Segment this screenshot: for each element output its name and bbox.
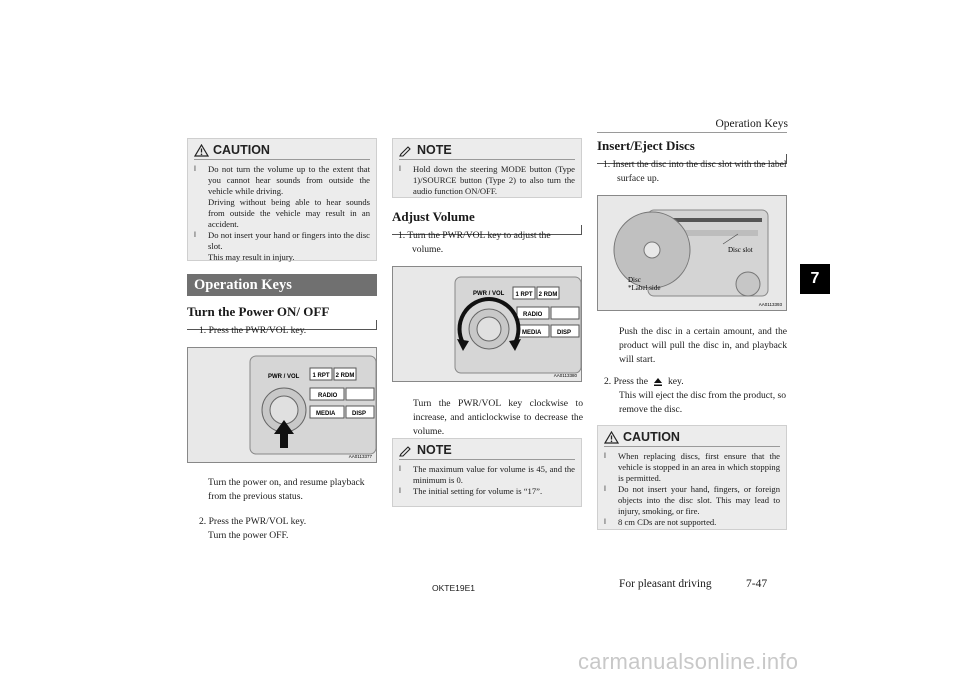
heading-rule-tick: [376, 320, 377, 330]
caution-title: CAUTION: [623, 430, 680, 444]
disp-button-label: DISP: [557, 330, 572, 336]
pwr-vol-label: PWR / VOL: [473, 291, 505, 297]
rpt-button-label: 1 RPT: [515, 292, 533, 298]
power-figure: [187, 347, 377, 463]
radio-panel-illustration: [188, 348, 376, 462]
rpt-button-label: 1 RPT: [312, 373, 330, 379]
bullet-icon: l: [194, 231, 196, 239]
caution-item: l Do not turn the volume up to the extent that you cannot hear sounds from outside the vehicle while driving. Driving without being able to hear sounds from outside the vehicle may result in an accident.: [194, 164, 370, 229]
page-number: 7-47: [746, 578, 768, 590]
caution-item: l Do not insert your hand, fingers, or foreign objects into the disc slot. This may lead to injury, smoking, or fire.: [604, 484, 780, 516]
footer-code: OKTE19E1: [432, 583, 475, 593]
note-header: [393, 139, 581, 159]
disc-step-1: 1. Insert the disc into the disc slot with the label surface up.: [603, 159, 787, 184]
disc-slot-illustration: [598, 196, 786, 310]
caution-item: l When replacing discs, first ensure that the vehicle is stopped in an area in which stopping is permitted.: [604, 451, 780, 483]
figure-code: AA0113380: [553, 373, 577, 378]
label-side-label: *Label side: [628, 284, 661, 292]
disc-heading: Insert/Eject Discs: [597, 138, 695, 153]
volume-step-1: 1. Turn the PWR/VOL key to adjust the volume.: [398, 230, 551, 255]
power-step-1: 1. Press the PWR/VOL key.: [199, 325, 307, 336]
rdm-button-label: 2 RDM: [538, 292, 558, 298]
header-rule: [597, 132, 787, 133]
bullet-icon: l: [399, 487, 401, 495]
note-pencil-icon: [399, 444, 413, 457]
figure-code: AA0113393: [758, 302, 782, 307]
disc-paragraph: Push the disc in a certain amount, and the product will pull the disc in, and playback will start.: [619, 326, 787, 365]
volume-figure: [392, 266, 582, 382]
bullet-icon: l: [194, 165, 196, 173]
note-pencil-icon: [399, 144, 413, 157]
bullet-icon: l: [399, 465, 401, 473]
rdm-button-label: 2 RDM: [335, 373, 355, 379]
caution-header: [598, 426, 786, 446]
note-title: NOTE: [417, 143, 452, 157]
note-item: l The initial setting for volume is “17”.: [399, 486, 543, 496]
note-rule: [399, 459, 575, 460]
chapter-tab: 7: [800, 264, 830, 294]
radio-button-label: RADIO: [523, 312, 543, 318]
caution-item: l 8 cm CDs are not supported.: [604, 517, 717, 527]
caution-rule: [604, 446, 780, 447]
note-box-2: [392, 438, 582, 507]
disc-step-2-sub: This will eject the disc from the product, so remove the disc.: [619, 390, 787, 415]
running-header: Operation Keys: [715, 118, 788, 130]
volume-heading: Adjust Volume: [392, 209, 475, 224]
note-item: l The maximum value for volume is 45, and the minimum is 0.: [399, 464, 575, 485]
caution-box-1: [187, 138, 377, 261]
note-header: [393, 439, 581, 459]
disc-figure: [597, 195, 787, 311]
warning-icon: [604, 431, 619, 444]
radio-panel-illustration: [393, 267, 581, 381]
disp-button-label: DISP: [352, 411, 367, 417]
power-step-2-sub: Turn the power OFF.: [208, 530, 289, 541]
bullet-icon: l: [399, 165, 401, 173]
disc-label: Disc: [628, 276, 641, 284]
caution-rule: [194, 159, 370, 160]
bullet-icon: l: [604, 518, 606, 526]
power-step-2: 2. Press the PWR/VOL key.: [199, 516, 307, 527]
watermark-link[interactable]: carmanualsonline.info: [578, 649, 799, 674]
bullet-icon: l: [604, 485, 606, 493]
note-item: l Hold down the steering MODE button (Type 1)/SOURCE button (Type 2) to also turn the audio function ON/OFF.: [399, 164, 575, 196]
pwr-vol-label: PWR / VOL: [268, 374, 300, 380]
disc-step-2: 2. Press the key.: [604, 376, 684, 387]
note-rule: [399, 159, 575, 160]
radio-button-label: RADIO: [318, 393, 338, 399]
eject-icon: [653, 377, 663, 387]
section-banner: Operation Keys: [187, 274, 377, 296]
caution-header: [188, 139, 376, 159]
footer-section: For pleasant driving: [619, 578, 712, 590]
volume-paragraph: Turn the PWR/VOL key clockwise to increase, and anticlockwise to decrease the volume.: [413, 398, 583, 437]
figure-code: AA0113377: [348, 454, 372, 459]
note-title: NOTE: [417, 443, 452, 457]
note-box-1: [392, 138, 582, 198]
media-button-label: MEDIA: [316, 411, 336, 417]
power-heading: Turn the Power ON/ OFF: [187, 304, 330, 319]
bullet-icon: l: [604, 452, 606, 460]
disc-slot-label: Disc slot: [728, 246, 753, 254]
caution-item: l Do not insert your hand or fingers into the disc slot. This may result in injury.: [194, 230, 370, 262]
caution-box-2: [597, 425, 787, 530]
warning-icon: [194, 144, 209, 157]
media-button-label: MEDIA: [522, 330, 542, 336]
power-paragraph: Turn the power on, and resume playback from the previous status.: [208, 477, 365, 502]
caution-title: CAUTION: [213, 143, 270, 157]
